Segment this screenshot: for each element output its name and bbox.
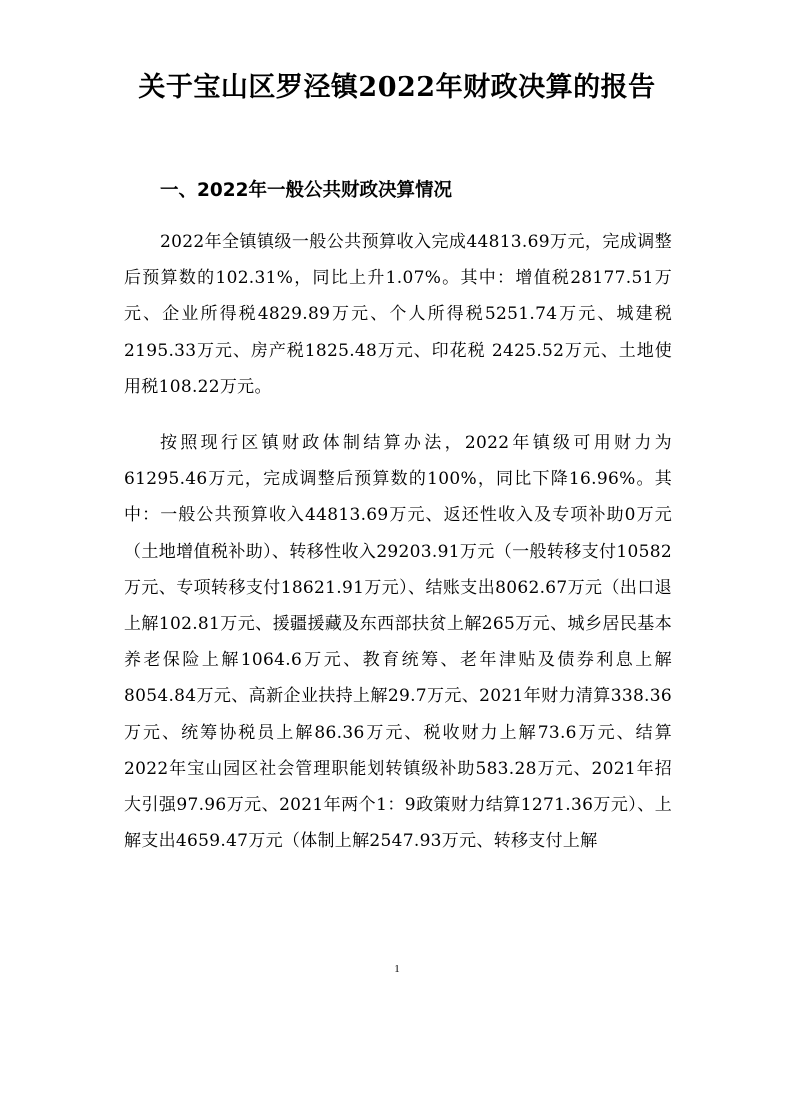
document-title: 关于宝山区罗泾镇2022年财政决算的报告	[138, 72, 656, 103]
paragraph-financial-capacity: 按照现行区镇财政体制结算办法，2022年镇级可用财力为61295.46万元，完成调整后预算数的100%，同比下降16.96%。其中：一般公共预算收入44813.69万元、返还性收入及专项补助0万元（土地增值税补助）、转移性收入29203.91万元（一般转移支付10582万元、专项转移支付18621.91万元）、结账支出8062.67万元（出口退上解102.81万元、援疆援藏及东西部扶贫上解265万元、城乡居民基本养老保险上解1064.6万元、教育统筹、老年津贴及债券利息上解8054.84万元、高新企业扶持上解29.7万元、2021年财力清算338.36万元、统筹协税员上解86.36万元、税收财力上解73.6万元、结算2022年宝山园区社会管理职能划转镇级补助583.28万元、2021年招大引强97.96万元、2021年两个1：9政策财力结算1271.36万元）、上解支出4659.47万元（体制上解2547.93万元、转移支付上解	[124, 433, 672, 852]
page-number: 1	[394, 963, 400, 975]
section-heading: 一、2022年一般公共财政决算情况	[160, 180, 452, 201]
paragraph-revenue: 2022年全镇镇级一般公共预算收入完成44813.69万元，完成调整后预算数的102.31%，同比上升1.07%。其中：增值税28177.51万元、企业所得税4829.89万元、个人所得税5251.74万元、城建税2195.33万元、房产税1825.48万元、印花税 2425.52万元、土地使用税108.22万元。	[124, 232, 672, 397]
